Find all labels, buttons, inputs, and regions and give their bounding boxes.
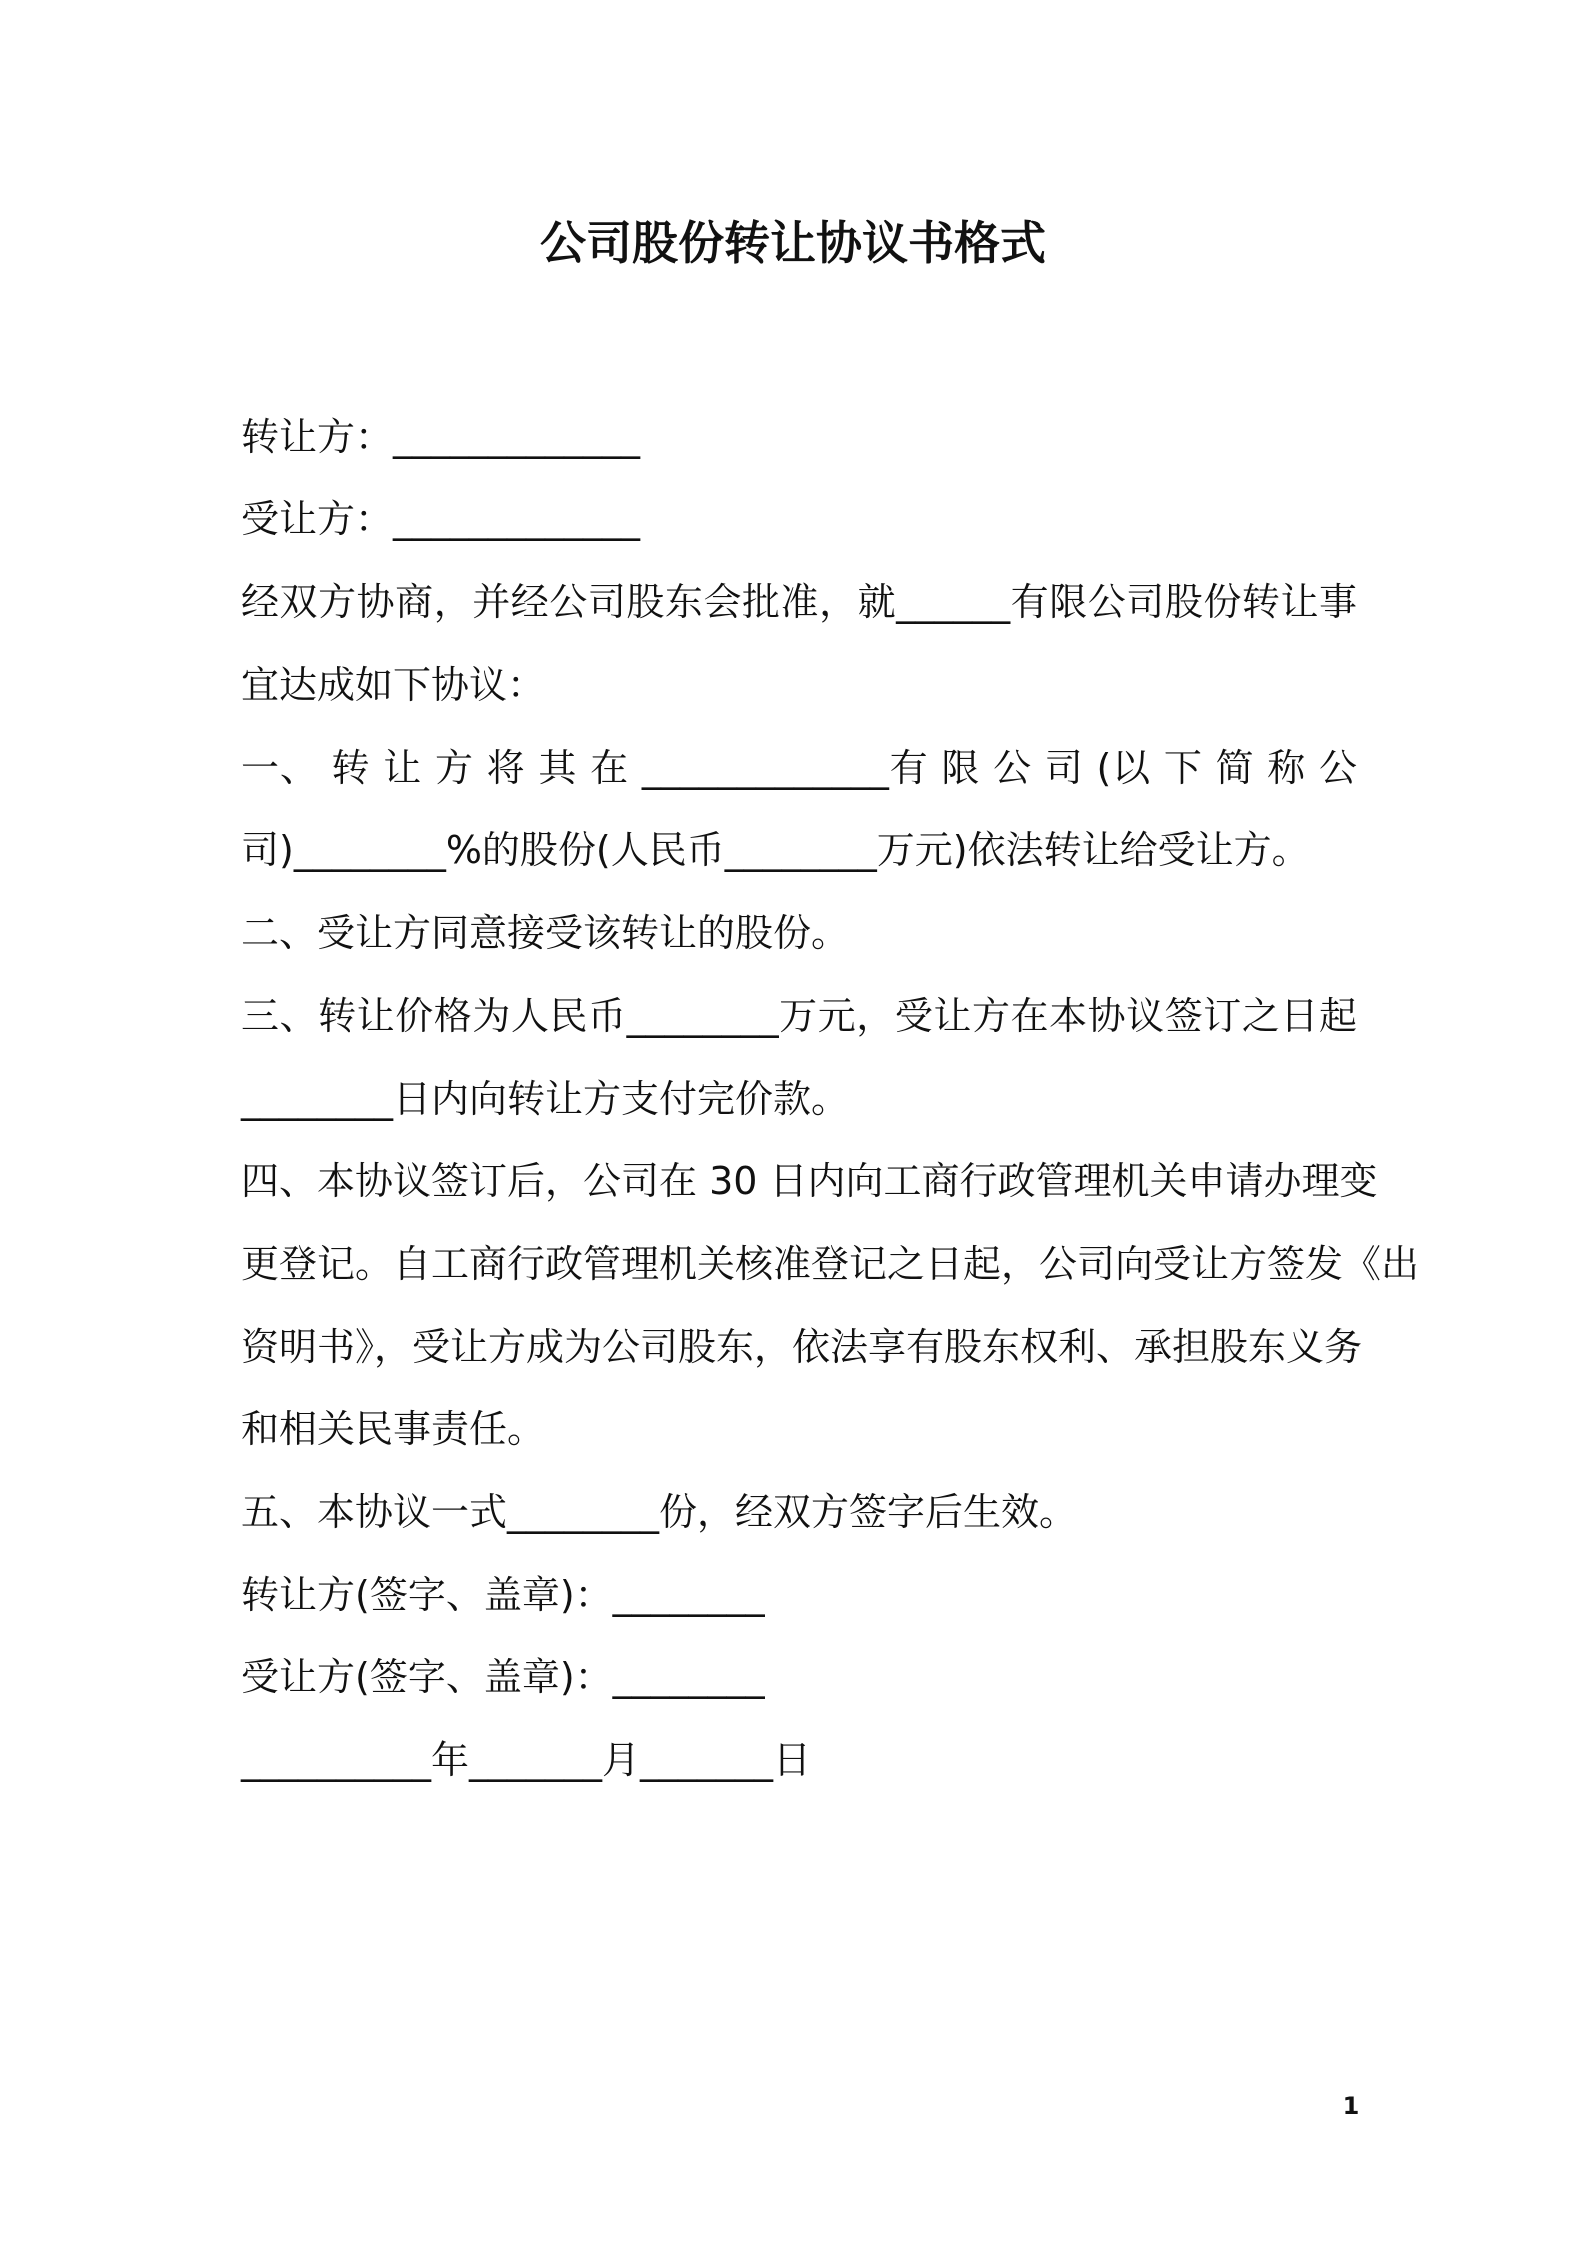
date-field: __________年_______月_______日 [241,1738,812,1782]
clause-3-line-1: 三、转让价格为人民币________万元，受让方在本协议签订之日起 [241,994,1357,1038]
clause-4-line-2: 更登记。自工商行政管理机关核准登记之日起，公司向受让方签发《出 [241,1242,1420,1286]
transferee-field: 受让方：_____________ [241,497,641,541]
clause-4-line-1: 四、本协议签订后，公司在 30 日内向工商行政管理机关申请办理变 [241,1159,1378,1203]
document-title: 公司股份转让协议书格式 [540,216,1046,270]
clause-5: 五、本协议一式________份，经双方签字后生效。 [241,1490,1078,1534]
clause-1-line-1: 一、 转 让 方 将 其 在 _____________有 限 公 司 (以 下 简 称 公 [241,746,1357,790]
clause-1-line-2: 司)________%的股份(人民币________万元)依法转让给受让方。 [241,828,1310,872]
clause-2: 二、受让方同意接受该转让的股份。 [241,911,850,955]
clause-4-line-4: 和相关民事责任。 [241,1407,546,1451]
transferee-signature-field: 受让方(签字、盖章)：________ [241,1655,765,1699]
transferor-field: 转让方：_____________ [241,415,641,459]
page-number: 1 [1342,2092,1360,2120]
transferor-signature-field: 转让方(签字、盖章)：________ [241,1573,765,1617]
clause-3-line-2: ________日内向转让方支付完价款。 [241,1077,850,1121]
clause-4-line-3: 资明书》，受让方成为公司股东，依法享有股东权利、承担股东义务 [241,1325,1363,1369]
intro-line-2: 宜达成如下协议： [241,663,546,707]
intro-line-1: 经双方协商，并经公司股东会批准，就______有限公司股份转让事 [241,580,1357,624]
